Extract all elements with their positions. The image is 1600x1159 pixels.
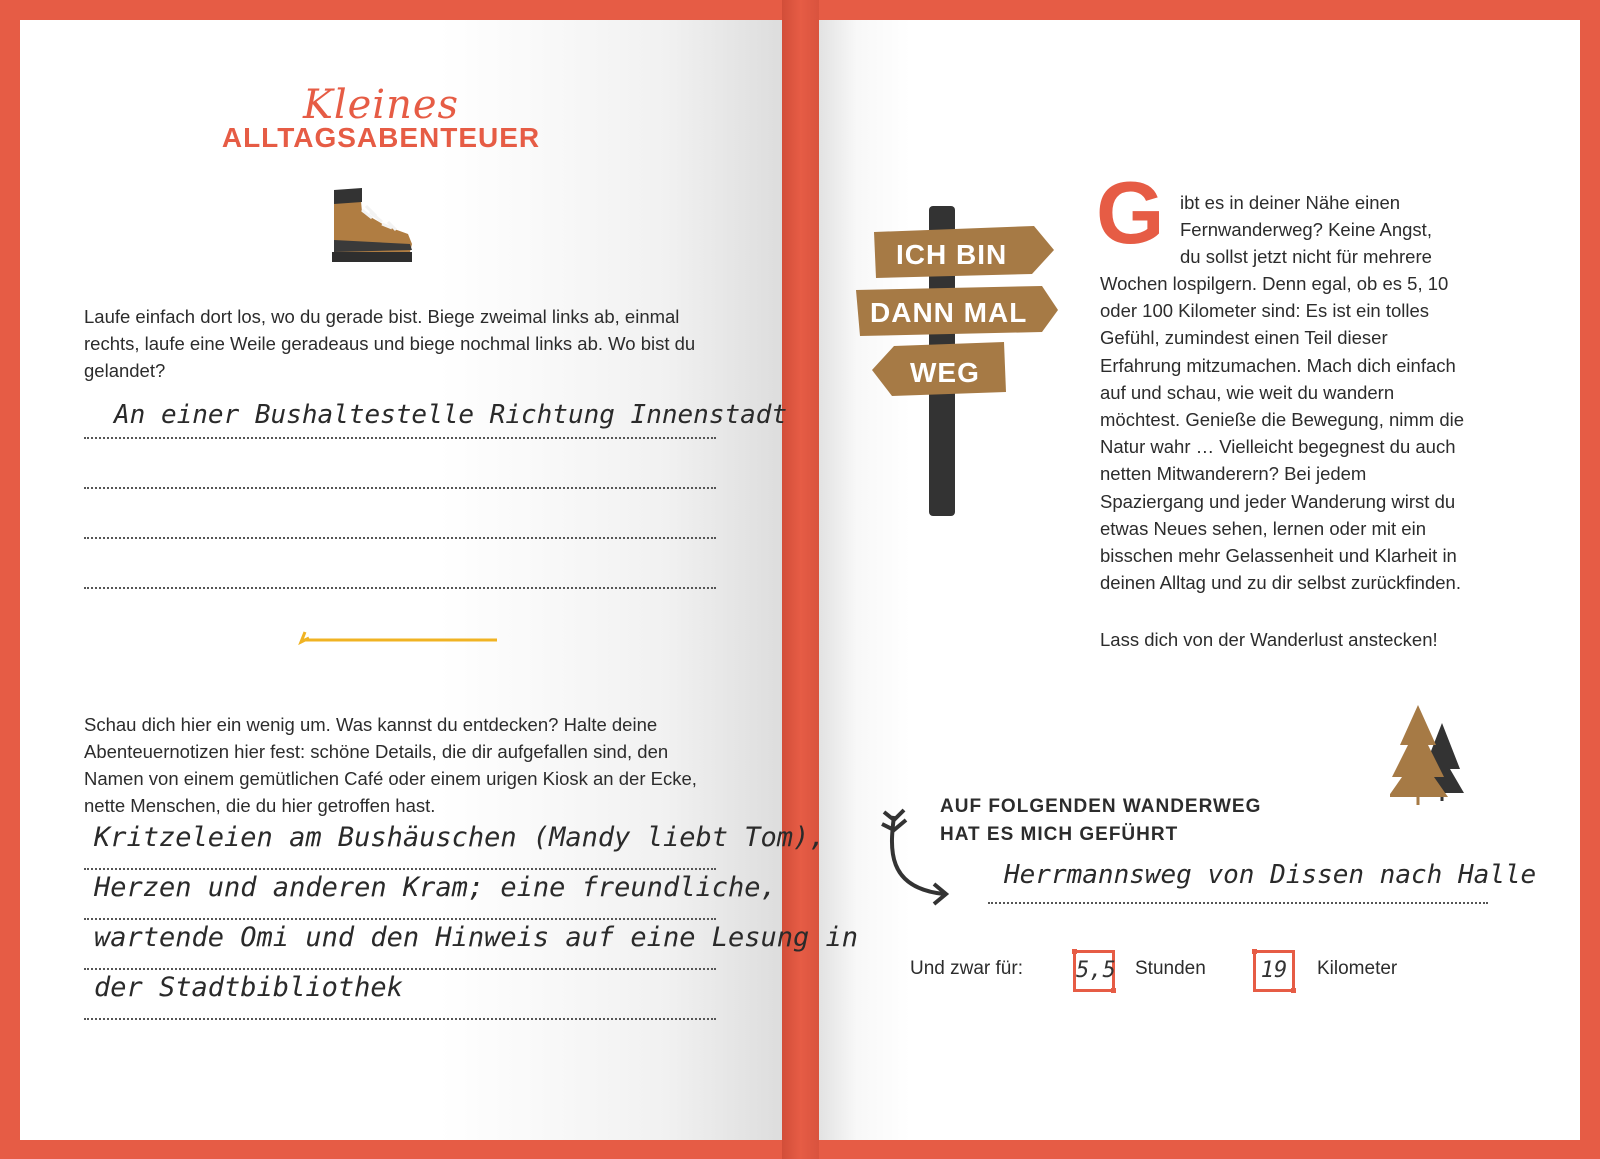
- intro-line-1: ibt es in deiner Nähe einen: [1180, 192, 1401, 213]
- answer-2-line-1[interactable]: Kritzeleien am Bushäuschen (Mandy liebt Tom),: [94, 822, 826, 853]
- intro-line-2: Fernwanderweg? Keine Angst,: [1180, 219, 1432, 240]
- sign-line-3: WEG: [910, 357, 980, 388]
- arrow-divider-icon: [275, 620, 505, 660]
- title-caps: ALLTAGSABENTEUER: [221, 122, 541, 153]
- closing-line: Lass dich von der Wanderlust anstecken!: [1100, 629, 1438, 650]
- title-script: Kleines: [302, 82, 460, 128]
- sign-line-1: ICH BIN: [896, 239, 1008, 270]
- book-spine: [782, 0, 819, 1159]
- signpost-icon: [852, 206, 1082, 536]
- answer-line: [84, 537, 716, 539]
- answer-2-line-4[interactable]: der Stadtbibliothek: [94, 972, 403, 1003]
- prompt-2: Schau dich hier ein wenig um. Was kannst du entdecken? Halte deine Abenteuernotizen hier fest: schöne Details, die dir aufgefallen sind, den Namen von einem gemütlichen Café oder einem urigen Kiosk an der Ecke, nette Menschen, die du hier getroffen hast.: [84, 714, 697, 816]
- km-label: Kilometer: [1317, 958, 1398, 979]
- km-box[interactable]: 19: [1253, 950, 1295, 992]
- answer-1[interactable]: An einer Bushaltestelle Richtung Innenstadt: [114, 400, 788, 430]
- hiking-boot-icon: [312, 182, 422, 272]
- body-paragraph: Wochen lospilgern. Denn egal, ob es 5, 10 oder 100 Kilometer sind: Es ist ein tolles Gefühl, zumindest einen Teil dieser Erfahrung mitzumachen. Mach dich einfach auf und schau, wie weit du wandern möchtest. Genieße die Bewegung, nimm die Natur wahr … Vielleicht begegnest du auch netten Mitwanderern? Bei jedem Spaziergang und jeder Wanderung wirst du etwas Neues sehen, lernen oder mit ein bisschen mehr Gelassenheit und Klarheit in deinen Alltag und zu dir selbst zurückfinden.: [1100, 273, 1465, 594]
- und-zwar-label: Und zwar für:: [910, 958, 1023, 979]
- answer-line: [84, 1018, 716, 1020]
- route-line: [988, 902, 1488, 904]
- drop-cap: G: [1096, 163, 1165, 262]
- curved-arrow-icon: [878, 808, 968, 908]
- route-heading-2: HAT ES MICH GEFÜHRT: [940, 824, 1179, 845]
- answer-line: [84, 918, 716, 920]
- answer-line: [84, 487, 716, 489]
- sign-line-2: DANN MAL: [870, 297, 1028, 328]
- route-answer[interactable]: Herrmannsweg von Dissen nach Halle: [1004, 860, 1537, 890]
- answer-line: [84, 968, 716, 970]
- hours-label: Stunden: [1135, 958, 1206, 979]
- answer-2-line-2[interactable]: Herzen und anderen Kram; eine freundliche,: [94, 872, 777, 903]
- pine-trees-icon: [1390, 705, 1480, 805]
- hours-box[interactable]: 5,5: [1073, 950, 1115, 992]
- answer-line: [84, 587, 716, 589]
- route-heading-1: AUF FOLGENDEN WANDERWEG: [940, 796, 1262, 817]
- answer-line: [84, 437, 716, 439]
- prompt-1: Laufe einfach dort los, wo du gerade bist. Biege zweimal links ab, einmal rechts, laufe eine Weile geradeaus und biege nochmal links ab. Wo bist du gelandet?: [84, 306, 696, 381]
- answer-line: [84, 868, 716, 870]
- answer-2-line-3[interactable]: wartende Omi und den Hinweis auf eine Lesung in: [94, 922, 859, 953]
- intro-line-3: du sollst jetzt nicht für mehrere: [1180, 246, 1432, 267]
